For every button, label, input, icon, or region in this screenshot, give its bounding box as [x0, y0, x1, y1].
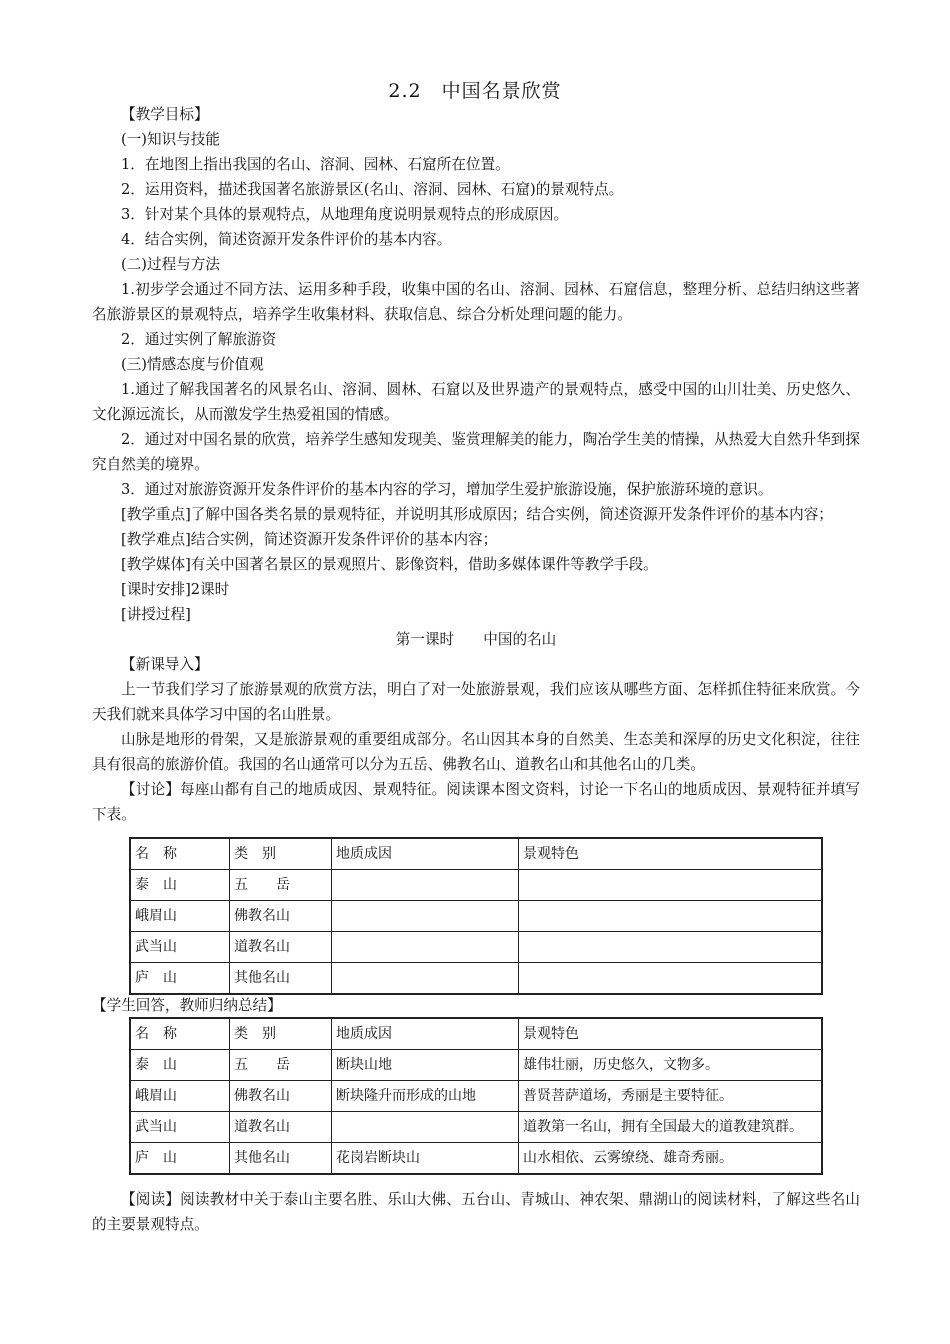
table-header-cell: 景观特色	[519, 1018, 823, 1050]
table-cell: 峨眉山	[130, 901, 230, 932]
table-cell: 断块山地	[332, 1050, 519, 1081]
lesson-heading: 第一课时 中国的名山	[395, 631, 557, 648]
paragraph: 2．运用资料，描述我国著名旅游景区(名山、溶洞、园林、石窟)的景观特点。	[121, 181, 624, 198]
paragraph: 4．结合实例，简述资源开发条件评价的基本内容。	[121, 231, 452, 248]
table-cell: 武当山	[130, 1112, 230, 1143]
paragraph: 3．通过对旅游资源开发条件评价的基本内容的学习，增加学生爱护旅游设施，保护旅游环境的意识。	[121, 481, 773, 498]
table-header-row	[130, 838, 822, 870]
teaching-media: [教学媒体]有关中国著名景区的景观照片、影像资料，借助多媒体课件等教学手段。	[121, 556, 658, 573]
table-row	[130, 901, 822, 932]
teaching-process: [讲授过程]	[121, 606, 191, 623]
paragraph: 1.通过了解我国著名的风景名山、溶洞、圆林、石窟以及世界遗产的景观特点，感受中国的山川壮美、历史悠久、文化源远流长，从而激发学生热爱祖国的情感。	[92, 381, 860, 423]
table-cell: 庐 山	[130, 963, 230, 995]
document-body	[92, 102, 860, 1237]
section-heading-intro: 【新课导入】	[121, 656, 209, 673]
table-row	[130, 963, 822, 995]
table-header-cell: 地质成因	[332, 1018, 519, 1050]
table-cell	[519, 870, 823, 901]
document-title: 2.2 中国名景欣赏	[388, 80, 562, 102]
paragraph: 上一节我们学习了旅游景观的欣赏方法，明白了对一处旅游景观，我们应该从哪些方面、怎样抓住特征来欣赏。今天我们就来具体学习中国的名山胜景。	[92, 681, 860, 723]
reading-paragraph: 【阅读】阅读教材中关于泰山主要名胜、乐山大佛、五台山、青城山、神农架、鼎湖山的阅读材料，了解这些名山的主要景观特点。	[92, 1191, 860, 1233]
subheading-knowledge: (一)知识与技能	[121, 131, 220, 148]
table-cell: 五 岳	[230, 1050, 332, 1081]
table-header-cell: 名 称	[130, 1018, 230, 1050]
table-cell	[332, 870, 519, 901]
table-cell: 佛教名山	[230, 901, 332, 932]
section-heading-goals: 【教学目标】	[121, 106, 209, 123]
table-header-cell: 类 别	[230, 1018, 332, 1050]
table-cell	[332, 932, 519, 963]
paragraph: 1.初步学会通过不同方法、运用多种手段，收集中国的名山、溶洞、园林、石窟信息，整理分析、总结归纳这些著名旅游景区的景观特点，培养学生收集材料、获取信息、综合分析处理问题的能力。	[92, 281, 860, 323]
table-cell: 道教名山	[230, 1112, 332, 1143]
table-cell	[519, 901, 823, 932]
subheading-process: (二)过程与方法	[121, 256, 220, 273]
teaching-focus: [教学重点]了解中国各类名景的景观特征，并说明其形成原因；结合实例，简述资源开发条件评价的基本内容；	[121, 506, 833, 523]
subheading-attitude: (三)情感态度与价值观	[121, 356, 264, 373]
table-header-cell: 地质成因	[332, 838, 519, 870]
table-cell: 其他名山	[230, 1143, 332, 1175]
table-cell: 山水相依、云雾缭绕、雄奇秀丽。	[519, 1143, 823, 1175]
table-cell: 泰 山	[130, 1050, 230, 1081]
table-header-cell: 类 别	[230, 838, 332, 870]
table-cell	[332, 901, 519, 932]
paragraph: 2．通过对中国名景的欣赏，培养学生感知发现美、鉴赏理解美的能力，陶冶学生美的情操，从热爱大自然升华到探究自然美的境界。	[92, 431, 860, 473]
paragraph: 山脉是地形的骨架，又是旅游景观的重要组成部分。名山因其本身的自然美、生态美和深厚的历史文化积淀，往往具有很高的旅游价值。我国的名山通常可以分为五岳、佛教名山、道教名山和其他名山的几类。	[92, 731, 860, 773]
table-cell: 峨眉山	[130, 1081, 230, 1112]
table-cell	[332, 1112, 519, 1143]
table-row	[130, 1081, 822, 1112]
table-cell: 花岗岩断块山	[332, 1143, 519, 1175]
table-row	[130, 932, 822, 963]
table-row	[130, 1112, 822, 1143]
table-cell: 道教第一名山，拥有全国最大的道教建筑群。	[519, 1112, 823, 1143]
table-header-row	[130, 1018, 822, 1050]
table-cell: 泰 山	[130, 870, 230, 901]
mountain-table-answers	[129, 1017, 823, 1175]
table-cell: 道教名山	[230, 932, 332, 963]
paragraph: 2．通过实例了解旅游资	[121, 331, 277, 348]
table-cell: 普贤菩萨道场，秀丽是主要特征。	[519, 1081, 823, 1112]
table-cell	[332, 963, 519, 995]
table-row	[130, 870, 822, 901]
table-cell	[519, 932, 823, 963]
table-cell: 断块隆升而形成的山地	[332, 1081, 519, 1112]
table-cell: 佛教名山	[230, 1081, 332, 1112]
answer-caption: 【学生回答，教师归纳总结】	[92, 997, 282, 1014]
table-row	[130, 1143, 822, 1175]
paragraph: 3．针对某个具体的景观特点，从地理角度说明景观特点的形成原因。	[121, 206, 569, 223]
table-cell: 庐 山	[130, 1143, 230, 1175]
table-header-cell: 名 称	[130, 838, 230, 870]
table-row	[130, 1050, 822, 1081]
table-cell: 其他名山	[230, 963, 332, 995]
table-cell: 五 岳	[230, 870, 332, 901]
paragraph: 1．在地图上指出我国的名山、溶洞、园林、石窟所在位置。	[121, 156, 510, 173]
table-cell: 武当山	[130, 932, 230, 963]
discussion-paragraph: 【讨论】每座山都有自己的地质成因、景观特征。阅读课本图文资料，讨论一下名山的地质成因、景观特征并填写下表。	[92, 781, 860, 823]
mountain-table-blank	[129, 837, 823, 995]
table-cell	[519, 963, 823, 995]
table-header-cell: 景观特色	[519, 838, 823, 870]
teaching-difficulty: [教学难点]结合实例，简述资源开发条件评价的基本内容；	[121, 531, 498, 548]
class-schedule: [课时安排]2课时	[121, 581, 230, 598]
table-cell: 雄伟壮丽，历史悠久，文物多。	[519, 1050, 823, 1081]
